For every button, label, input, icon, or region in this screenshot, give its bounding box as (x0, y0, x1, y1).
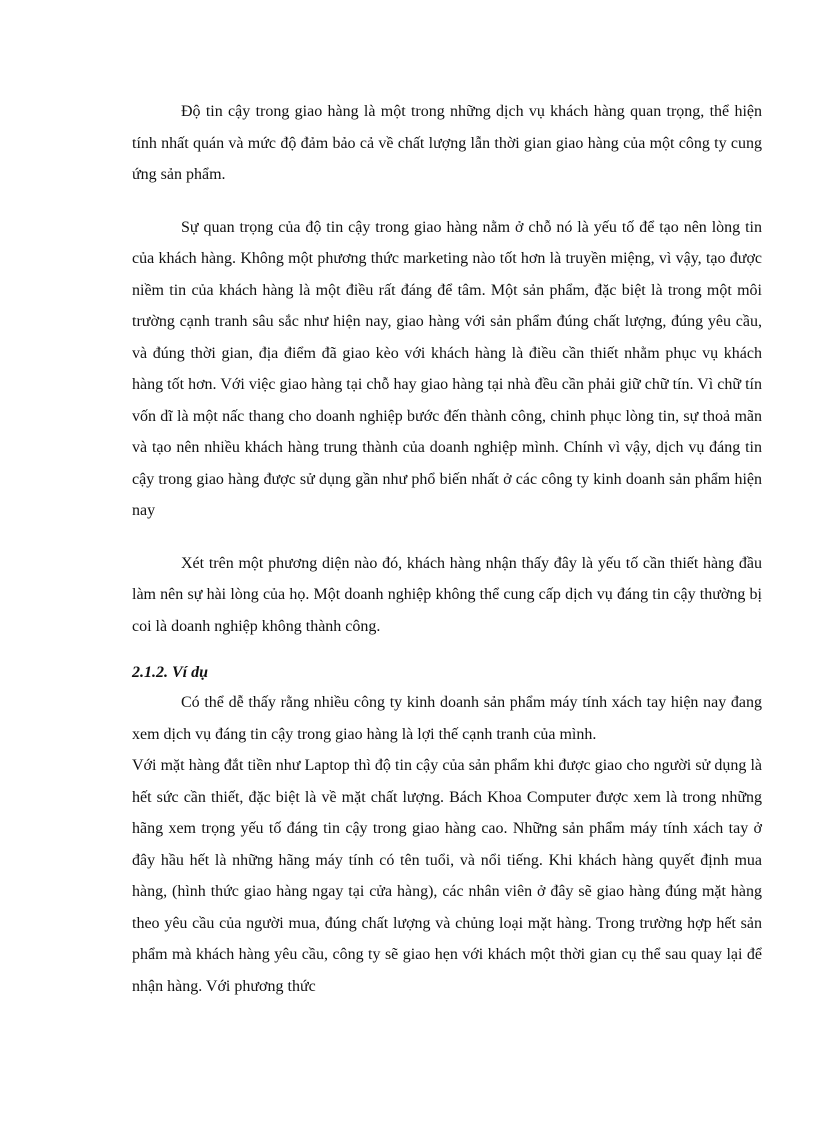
document-body (132, 96, 762, 1002)
paragraph-importance-of-reliability: Sự quan trọng của độ tin cậy trong giao hàng nằm ở chỗ nó là yếu tố để tạo nên lòng tin của khách hàng. Không một phương thức marketing nào tốt hơn là truyền miệng, vì vậy, tạo được niềm tin của khách hàng là một điều rất đáng để tâm. Một sản phẩm, đặc biệt là trong một môi trường cạnh tranh sâu sắc như hiện nay, giao hàng với sản phẩm đúng chất lượng, đúng yêu cầu, và đúng thời gian, địa điểm đã giao kèo với khách hàng là điều cần thiết nhằm phục vụ khách hàng tốt hơn. Với việc giao hàng tại chỗ hay giao hàng tại nhà đều cần phải giữ chữ tín. Vì chữ tín vốn dĩ là một nấc thang cho doanh nghiệp bước đến thành công, chinh phục lòng tin, sự thoả mãn và tạo nên nhiều khách hàng trung thành của doanh nghiệp mình. Chính vì vậy, dịch vụ đáng tin cậy trong giao hàng được sử dụng gần như phổ biến nhất ở các công ty kinh doanh sản phẩm hiện nay (132, 218, 762, 519)
paragraph-spacer (132, 191, 762, 212)
paragraph-spacer (132, 642, 762, 658)
paragraph-customer-perspective: Xét trên một phương diện nào đó, khách hàng nhận thấy đây là yếu tố cần thiết hàng đầu làm nên sự hài lòng của họ. Một doanh nghiệp không thể cung cấp dịch vụ đáng tin cậy thường bị coi là doanh nghiệp không thành công. (132, 554, 762, 635)
paragraph-example-bach-khoa: Với mặt hàng đắt tiền như Laptop thì độ tin cậy của sản phẩm khi được giao cho người sử dụng là hết sức cần thiết, đặc biệt là về mặt chất lượng. Bách Khoa Computer được xem là trong những hãng xem trọng yếu tố đáng tin cậy trong giao hàng cao. Những sản phẩm máy tính xách tay ở đây hầu hết là những hãng máy tính có tên tuổi, và nổi tiếng. Khi khách hàng quyết định mua hàng, (hình thức giao hàng ngay tại cửa hàng), các nhân viên ở đây sẽ giao hàng đúng mặt hàng theo yêu cầu của người mua, đúng chất lượng và chủng loại mặt hàng. Trong trường hợp hết sản phẩm mà khách hàng yêu cầu, công ty sẽ giao hẹn với khách một thời gian cụ thể sau quay lại để nhận hàng. Với phương thức (132, 757, 762, 995)
paragraph-example-intro: Có thể dễ thấy rằng nhiều công ty kinh doanh sản phẩm máy tính xách tay hiện nay đang xem dịch vụ đáng tin cậy trong giao hàng là lợi thế cạnh tranh của mình. (132, 694, 762, 743)
paragraph-spacer (132, 527, 762, 548)
section-heading-example: 2.1.2. Ví dụ (132, 664, 209, 681)
paragraph-delivery-reliability-definition: Độ tin cậy trong giao hàng là một trong những dịch vụ khách hàng quan trọng, thể hiện tính nhất quán và mức độ đảm bảo cả về chất lượng lẫn thời gian giao hàng của một công ty cung ứng sản phẩm. (132, 103, 762, 183)
